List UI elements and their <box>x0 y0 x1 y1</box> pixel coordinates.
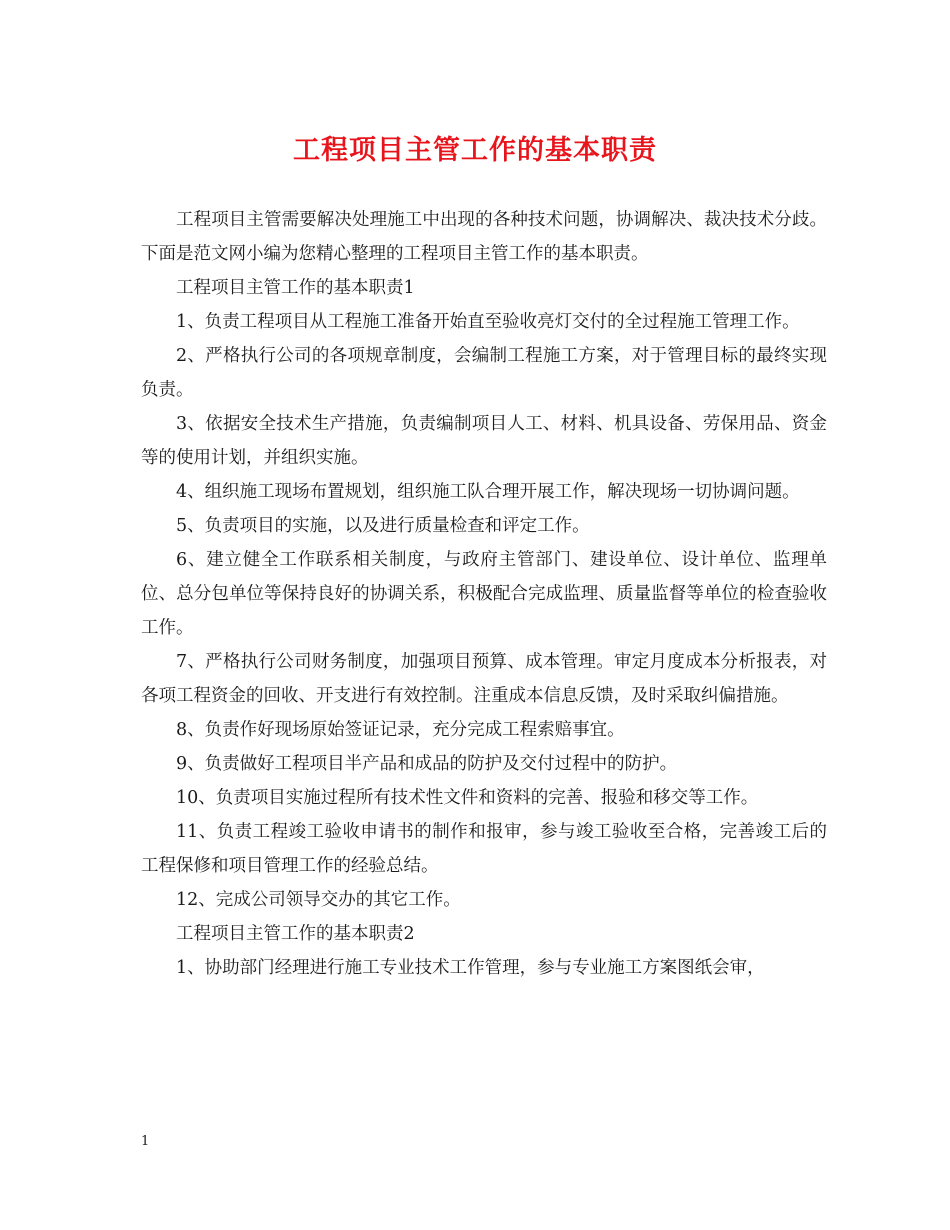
duty-item: 5、负责项目的实施，以及进行质量检查和评定工作。 <box>176 516 590 536</box>
page-number: 1 <box>141 1134 150 1149</box>
duty-item: 1、协助部门经理进行施工专业技术工作管理，参与专业施工方案图纸会审， <box>176 958 765 978</box>
duty-item: 10、负责项目实施过程所有技术性文件和资料的完善、报验和移交等工作。 <box>176 788 759 808</box>
document-title: 工程项目主管工作的基本职责 <box>293 135 657 166</box>
intro-paragraph: 工程项目主管需要解决处理施工中出现的各种技术问题，协调解决、裁决技术分歧。下面是范文网小编为您精心整理的工程项目主管工作的基本职责。 <box>141 210 827 264</box>
duty-item: 9、负责做好工程项目半产品和成品的防护及交付过程中的防护。 <box>176 754 678 774</box>
duty-item: 12、完成公司领导交办的其它工作。 <box>176 890 461 910</box>
duty-item: 7、严格执行公司财务制度，加强项目预算、成本管理。审定月度成本分析报表，对各项工程资金的回收、开支进行有效控制。注重成本信息反馈，及时采取纠偏措施。 <box>141 652 827 706</box>
section-heading-1: 工程项目主管工作的基本职责1 <box>176 278 415 298</box>
document-body <box>141 203 827 985</box>
duty-item: 8、负责作好现场原始签证记录，充分完成工程索赔事宜。 <box>176 720 625 740</box>
section-heading-2: 工程项目主管工作的基本职责2 <box>176 924 415 944</box>
duty-item: 1、负责工程项目从工程施工准备开始直至验收亮灯交付的全过程施工管理工作。 <box>176 312 800 332</box>
duty-item: 2、严格执行公司的各项规章制度，会编制工程施工方案，对于管理目标的最终实现负责。 <box>141 346 827 400</box>
duty-item: 3、依据安全技术生产措施，负责编制项目人工、材料、机具设备、劳保用品、资金等的使用计划，并组织实施。 <box>141 414 827 468</box>
duty-item: 4、组织施工现场布置规划，组织施工队合理开展工作，解决现场一切协调问题。 <box>176 482 800 502</box>
duty-item: 11、负责工程竣工验收申请书的制作和报审，参与竣工验收至合格，完善竣工后的工程保修和项目管理工作的经验总结。 <box>141 822 827 876</box>
duty-item: 6、建立健全工作联系相关制度，与政府主管部门、建设单位、设计单位、监理单位、总分包单位等保持良好的协调关系，积极配合完成监理、质量监督等单位的检查验收工作。 <box>141 550 827 638</box>
